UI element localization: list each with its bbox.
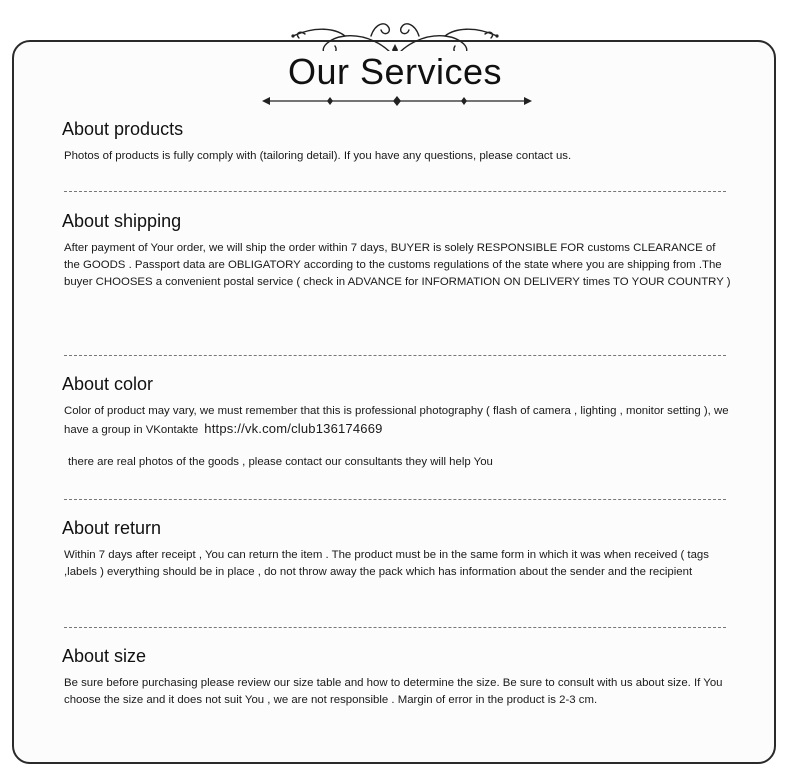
section-heading: About size — [62, 646, 147, 666]
dashed-divider — [64, 627, 726, 628]
dashed-divider — [64, 355, 726, 356]
dashed-divider — [64, 191, 726, 192]
section-about-color — [62, 373, 732, 471]
vkontakte-group-link[interactable]: https://vk.com/club136174669 — [204, 421, 383, 436]
section-about-shipping — [62, 210, 732, 291]
divider-ornament-icon — [262, 92, 532, 110]
section-about-products — [62, 118, 732, 165]
section-text: Be sure before purchasing please review our size table and how to determine the size. Be sure to consult with us about size. If You choose the size and it does not suit You , we are not responsible . Margin of error in the product is 2-3 cm. — [64, 677, 723, 706]
section-text — [64, 403, 732, 439]
section-heading: About return — [62, 518, 162, 538]
page-title: Our Services — [0, 50, 790, 94]
section-heading: About products — [62, 119, 184, 139]
section-heading: About shipping — [62, 211, 182, 231]
section-extra-text: there are real photos of the goods , please contact our consultants they will help You — [68, 456, 493, 468]
section-text: After payment of Your order, we will ship the order within 7 days, BUYER is solely RESPONSIBLE FOR customs CLEARANCE of the GOODS . Passport data are OBLIGATORY according to the customs regulations of the state where you are shipping from .The buyer CHOOSES a convenient postal service ( check in ADVANCE for INFORMATION ON DELIVERY times TO YOUR COUNTRY ) — [64, 242, 731, 288]
dashed-divider — [64, 499, 726, 500]
section-text-body: Color of product may vary, we must remember that this is professional photography ( flash of camera , lighting , monitor setting ), we have a group in VKontakte — [64, 405, 729, 436]
section-text: Within 7 days after receipt , You can return the item . The product must be in the same form in which it was when received ( tags ,labels ) everything should be in place , do not throw away the pack which has information about the sender and the recipient — [64, 549, 709, 578]
section-about-return — [62, 517, 732, 581]
section-about-size — [62, 645, 732, 709]
section-text: Photos of products is fully comply with (tailoring detail). If you have any questions, please contact us. — [64, 150, 572, 162]
section-heading: About color — [62, 374, 154, 394]
